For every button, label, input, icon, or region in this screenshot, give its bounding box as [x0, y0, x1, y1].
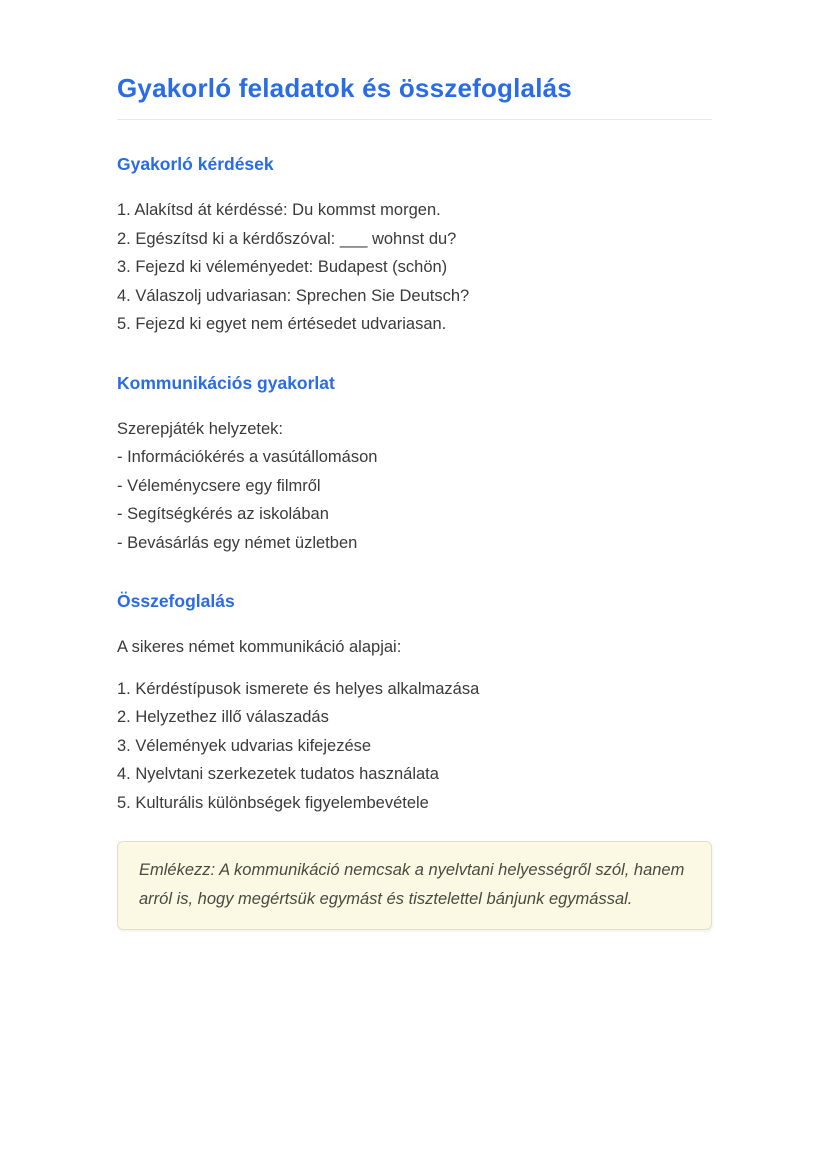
list-item: 4. Válaszolj udvariasan: Sprechen Sie Deutsch? — [117, 286, 470, 305]
list-item: 2. Egészítsd ki a kérdőszóval: ___ wohnst du? — [117, 229, 457, 248]
list-item: 1. Alakítsd át kérdéssé: Du kommst morgen. — [117, 201, 441, 219]
list-item: 5. Fejezd ki egyet nem értésedet udvariasan. — [117, 315, 447, 333]
section-gyakorlo-kerdesek — [117, 153, 712, 339]
section-kommunikacios-gyakorlat — [117, 372, 712, 558]
list-item: - Segítségkérés az iskolában — [117, 505, 329, 523]
note-text: Emlékezz: A kommunikáció nemcsak a nyelvtani helyességről szól, hanem arról is, hogy megértsük egymást és tisztelettel bánjunk egymással. — [139, 861, 685, 908]
roleplay-list — [117, 415, 712, 558]
section-heading-gyakorlo-kerdesek: Gyakorló kérdések — [117, 154, 274, 174]
note-box — [117, 841, 712, 930]
list-item: 3. Vélemények udvarias kifejezése — [117, 736, 372, 755]
section-osszefoglalas — [117, 590, 712, 817]
list-item: - Véleménycsere egy filmről — [117, 476, 321, 495]
section-heading-kommunikacios-gyakorlat: Kommunikációs gyakorlat — [117, 372, 335, 393]
list-item: 4. Nyelvtani szerkezetek tudatos használata — [117, 765, 439, 783]
list-item: 2. Helyzethez illő válaszadás — [117, 708, 329, 726]
page-title: Gyakorló feladatok és összefoglalás — [117, 73, 572, 103]
list-item: 1. Kérdéstípusok ismerete és helyes alkalmazása — [117, 679, 480, 698]
list-intro: Szerepjáték helyzetek: — [117, 419, 284, 438]
list-item: 3. Fejezd ki véleményedet: Budapest (schön) — [117, 258, 448, 276]
list-item: - Információkérés a vasútállomáson — [117, 448, 378, 466]
list-intro: A sikeres német kommunikáció alapjai: — [117, 638, 402, 656]
question-list — [117, 196, 712, 339]
summary-list — [117, 675, 712, 818]
section-heading-osszefoglalas: Összefoglalás — [117, 591, 235, 611]
title-divider — [117, 119, 712, 120]
list-item: - Bevásárlás egy német üzletben — [117, 533, 358, 552]
list-item: 5. Kulturális különbségek figyelembevétele — [117, 793, 429, 812]
summary-intro — [117, 633, 712, 662]
